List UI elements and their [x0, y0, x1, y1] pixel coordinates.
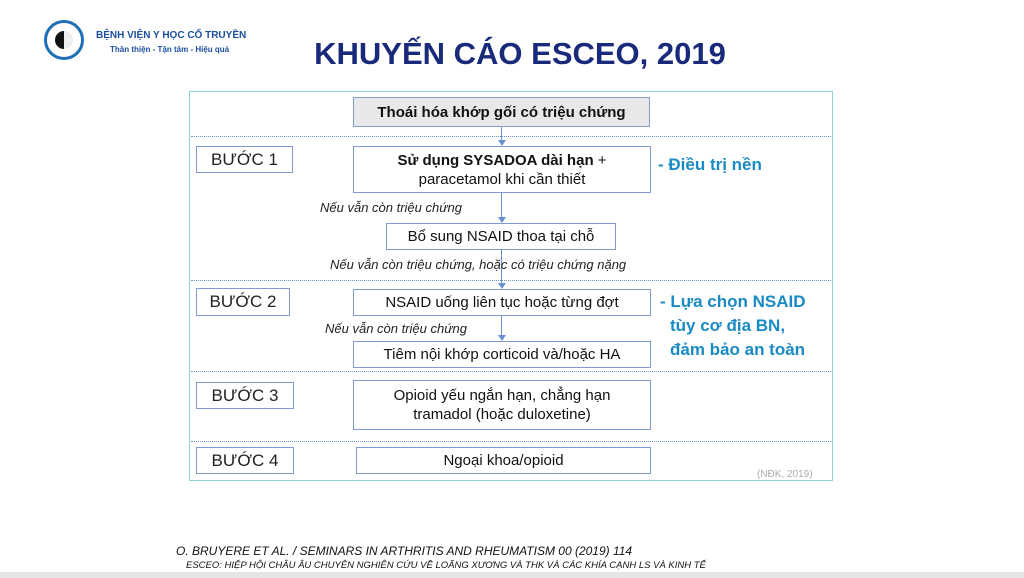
note-nsaid-line: đảm bảo an toàn	[670, 340, 806, 359]
condition-3: Nếu vẫn còn triệu chứng	[325, 321, 467, 336]
slide-title: KHUYẾN CÁO ESCEO, 2019	[314, 36, 726, 71]
bottom-bar	[0, 572, 1024, 578]
note-nsaid	[660, 290, 805, 362]
arrow-line	[501, 316, 502, 335]
step-1-label: BƯỚC 1	[196, 146, 293, 173]
reference: O. BRUYERE ET AL. / SEMINARS IN ARTHRITIS AND RHEUMATISM 00 (2019) 114	[176, 544, 633, 558]
surgery-box: Ngoại khoa/opioid	[356, 447, 651, 474]
note-nsaid-line: tùy cơ địa BN,	[670, 316, 786, 335]
step-1-box	[353, 146, 651, 193]
injection-box: Tiêm nội khớp corticoid và/hoặc HA	[353, 341, 651, 368]
topical-nsaid-box: Bổ sung NSAID thoa tại chỗ	[386, 223, 616, 250]
divider	[191, 441, 831, 442]
note-basic-treatment: - Điều trị nền	[658, 155, 762, 174]
step-4-label: BƯỚC 4	[196, 447, 294, 474]
start-box: Thoái hóa khớp gối có triệu chứng	[353, 97, 650, 127]
divider	[191, 280, 831, 281]
hospital-name: BỆNH VIỆN Y HỌC CỔ TRUYỀN	[96, 30, 247, 41]
step-1-line2: paracetamol khi cần thiết	[418, 170, 586, 188]
hospital-slogan: Thân thiện - Tận tâm - Hiệu quả	[110, 45, 230, 54]
divider	[191, 136, 831, 137]
opioid-line: tramadol (hoặc duloxetine)	[413, 406, 591, 423]
opioid-line: Opioid yếu ngắn hạn, chẳng hạn	[393, 387, 611, 404]
opioid-box	[353, 380, 651, 430]
step-1-plus: +	[593, 151, 607, 169]
step-2-label: BƯỚC 2	[196, 288, 290, 316]
arrow-line	[501, 193, 502, 217]
divider	[191, 371, 831, 372]
oral-nsaid-box: NSAID uống liên tục hoặc từng đợt	[353, 289, 651, 316]
step-3-label: BƯỚC 3	[196, 382, 294, 409]
step-1-bold: Sử dụng SYSADOA dài hạn	[397, 151, 594, 169]
arrow-line	[501, 127, 502, 141]
condition-2: Nếu vẫn còn triệu chứng, hoặc có triệu chứng nặng	[330, 257, 627, 272]
footnote: ESCEO: HIỆP HỘI CHÂU ÂU CHUYÊN NGHIÊN CỨU VỀ LOÃNG XƯƠNG VÀ THK VÀ CÁC KHÍA CẠNH LS VÀ KINH TẾ	[186, 560, 706, 571]
citation: (NĐK, 2019)	[757, 469, 813, 480]
note-nsaid-line: - Lựa chọn NSAID	[660, 292, 806, 311]
condition-1: Nếu vẫn còn triệu chứng	[320, 200, 462, 215]
